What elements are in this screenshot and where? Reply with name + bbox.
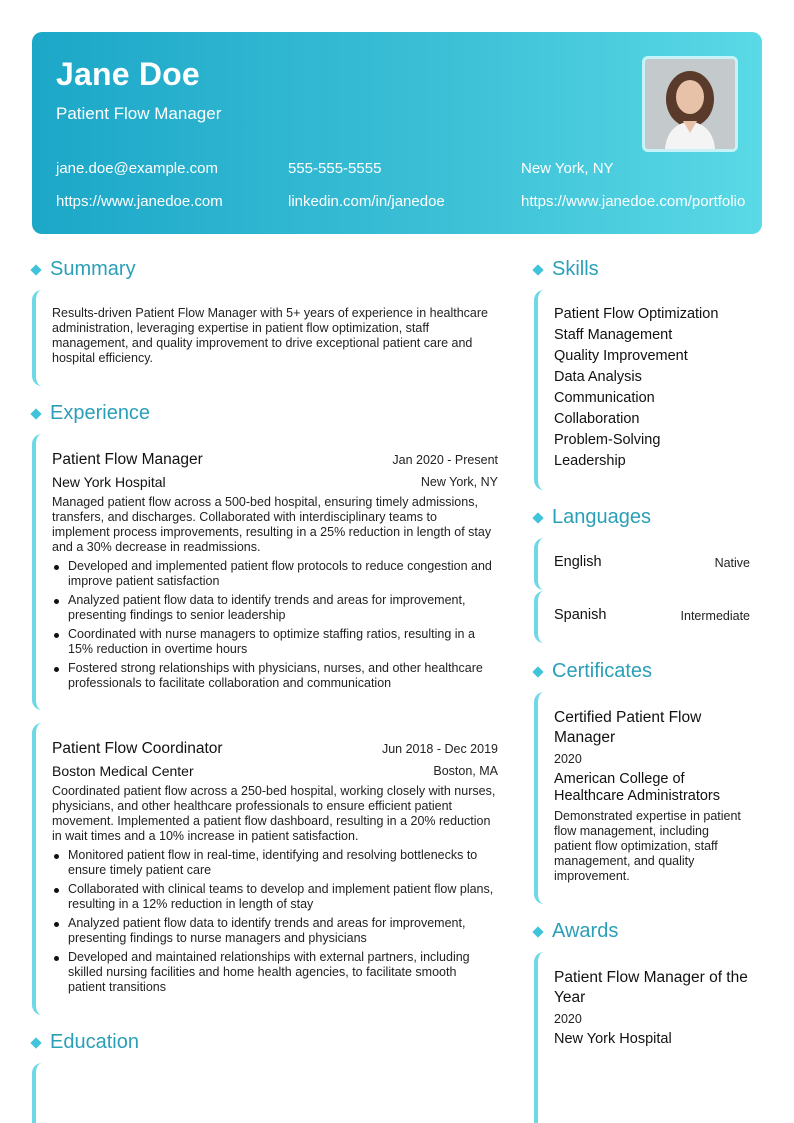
diamond-icon (532, 666, 543, 677)
job-bullet: Monitored patient flow in real-time, identifying and resolving bottlenecks to ensure timely patient care (52, 848, 497, 878)
summary-block (32, 290, 496, 386)
language-level: Native (714, 556, 750, 570)
award-title: Patient Flow Manager of the Year (554, 969, 748, 1006)
languages-heading-text: Languages (552, 506, 651, 528)
skill-item: Patient Flow Optimization (554, 306, 719, 322)
education-heading (32, 1031, 139, 1054)
language-item (534, 591, 762, 643)
skill-item: Quality Improvement (554, 348, 688, 364)
profile-photo-image (645, 59, 735, 149)
diamond-icon (30, 408, 41, 419)
skill-item: Collaboration (554, 411, 640, 427)
skills-heading-text: Skills (552, 258, 599, 280)
job-company: Boston Medical Center (52, 763, 194, 779)
job-role: Patient Flow Manager (56, 104, 222, 123)
diamond-icon (30, 264, 41, 275)
certificate-item (534, 692, 762, 904)
language-level: Intermediate (680, 609, 750, 623)
job-bullet: Developed and implemented patient flow protocols to reduce congestion and improve patient satisfaction (52, 559, 497, 589)
job-description: Coordinated patient flow across a 250-bed hospital, working closely with nurses, physicians, and other healthcare professionals to ensure efficient patient movement. Implemented a patient flow dashboard, resulting in a 20% reduction in wait times and a 10% increase in patient satisfaction. (52, 784, 496, 843)
diamond-icon (532, 512, 543, 523)
certificates-heading (534, 660, 652, 683)
profile-photo (642, 56, 738, 152)
awards-heading-text: Awards (552, 920, 619, 942)
diamond-icon (30, 1037, 41, 1048)
diamond-icon (532, 264, 543, 275)
certificate-org: American College of Healthcare Administrators (554, 771, 721, 804)
person-name: Jane Doe (56, 56, 200, 92)
skill-item: Data Analysis (554, 369, 642, 385)
certificates-heading-text: Certificates (552, 660, 653, 682)
job-bullet: Coordinated with nurse managers to optimize staffing ratios, resulting in a 15% reduction in overtime hours (52, 627, 497, 657)
job-description: Managed patient flow across a 500-bed hospital, ensuring timely admissions, transfers, and discharges. Collaborated with interdisciplinary teams to implement process improvements, resulting in a 25% reduction in length of stay and a 30% decrease in readmissions. (52, 495, 492, 554)
experience-heading-text: Experience (50, 402, 151, 424)
skill-item: Communication (554, 390, 655, 406)
job-location: New York, NY (420, 475, 498, 489)
contact-phone[interactable]: 555-555-5555 (288, 160, 382, 177)
language-name: Spanish (554, 607, 607, 623)
award-year: 2020 (554, 1012, 582, 1026)
experience-item (32, 434, 496, 710)
contact-email[interactable]: jane.doe@example.com (56, 160, 218, 177)
contact-portfolio[interactable]: https://www.janedoe.com/portfolio (521, 193, 746, 210)
job-bullet: Fostered strong relationships with physicians, nurses, and other healthcare professionals to facilitate collaboration and communication (52, 661, 497, 691)
job-title: Patient Flow Manager (52, 451, 203, 468)
job-bullet: Analyzed patient flow data to identify trends and areas for improvement, presenting findings to nurse managers and physicians (52, 916, 497, 946)
language-name: English (554, 554, 602, 570)
skill-item: Leadership (554, 453, 626, 469)
summary-heading (32, 258, 136, 281)
summary-heading-text: Summary (50, 258, 136, 280)
certificate-year: 2020 (554, 752, 582, 766)
diamond-icon (532, 926, 543, 937)
skills-block (534, 290, 762, 490)
experience-heading (32, 402, 150, 425)
experience-item (32, 723, 496, 1015)
skill-item: Staff Management (554, 327, 673, 343)
job-dates: Jan 2020 - Present (392, 453, 498, 467)
awards-heading (534, 920, 618, 943)
education-block (32, 1063, 496, 1123)
job-bullet-list (52, 559, 497, 695)
contact-website[interactable]: https://www.janedoe.com (56, 193, 223, 210)
certificate-title: Certified Patient Flow Manager (554, 709, 702, 746)
skill-item: Problem-Solving (554, 432, 661, 448)
job-bullet-list (52, 848, 497, 999)
job-location: Boston, MA (433, 764, 498, 778)
summary-text: Results-driven Patient Flow Manager with 5+ years of experience in healthcare administration, leveraging expertise in patient flow optimization, staff management, and quality improvement to drive exceptional patient care and hospital efficiency. (52, 306, 488, 365)
header-banner (32, 32, 762, 234)
job-company: New York Hospital (52, 474, 166, 490)
job-dates: Jun 2018 - Dec 2019 (381, 742, 498, 756)
certificate-description: Demonstrated expertise in patient flow management, including patient flow optimization, staff management, and quality improvement. (554, 809, 741, 883)
contact-linkedin[interactable]: linkedin.com/in/janedoe (288, 193, 445, 210)
job-bullet: Analyzed patient flow data to identify trends and areas for improvement, presenting findings to senior leadership (52, 593, 497, 623)
job-title: Patient Flow Coordinator (52, 740, 223, 757)
job-bullet: Collaborated with clinical teams to develop and implement patient flow plans, resulting in a 12% reduction in length of stay (52, 882, 497, 912)
skills-heading (534, 258, 599, 281)
award-item (534, 952, 762, 1123)
languages-heading (534, 506, 651, 529)
job-bullet: Developed and maintained relationships with external partners, including skilled nursing facilities and home health agencies, to facilitate smooth patient transitions (52, 950, 497, 995)
contact-location: New York, NY (521, 160, 614, 177)
education-heading-text: Education (50, 1031, 139, 1053)
award-org: New York Hospital (554, 1031, 672, 1047)
language-item (534, 538, 762, 590)
